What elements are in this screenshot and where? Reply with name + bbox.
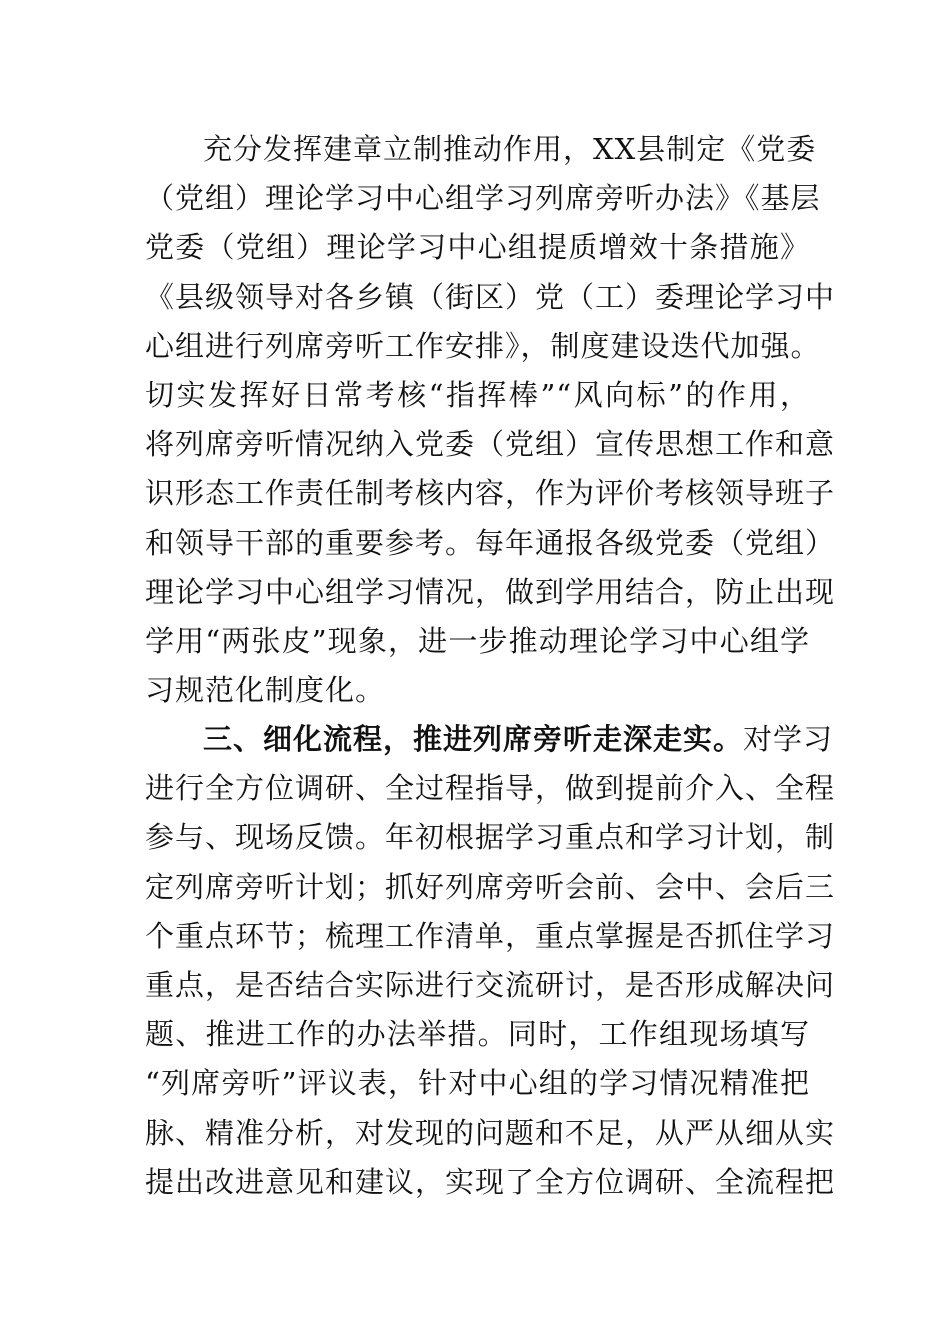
- paragraph-1-line: 切实发挥好日常考核“指挥棒”“风向标”的作用，: [145, 377, 810, 412]
- paragraph-1-line: 习规范化制度化。: [145, 673, 386, 708]
- paragraph-2-first-line: [145, 715, 834, 764]
- paragraph-2-line: 题、推进工作的办法举措。同时，工作组现场填写: [145, 1017, 810, 1052]
- paragraph-1: [145, 125, 836, 715]
- paragraph-1-line: 心组进行列席旁听工作安排》，制度建设迭代加强。: [145, 328, 821, 363]
- paragraph-1-line: 学用“两张皮”现象，进一步推动理论学习中心组学: [145, 623, 810, 658]
- paragraph-1-line: 将列席旁听情况纳入党委（党组）宣传思想工作和意: [145, 427, 836, 462]
- paragraph-1-line: 充分发挥建章立制推动作用，XX县制定《党委: [203, 132, 817, 166]
- paragraph-2-line: 参与、现场反馈。年初根据学习重点和学习计划，制: [145, 820, 836, 855]
- section-heading: 三、细化流程，推进列席旁听走深走实。: [203, 722, 744, 756]
- paragraph-2-line: 提出改进意见和建议，实现了全方位调研、全流程把: [145, 1164, 836, 1199]
- paragraph-2-first-line-rest: 对学习: [743, 722, 834, 756]
- paragraph-2-line: “列席旁听”评议表，针对中心组的学习情况精准把: [145, 1066, 810, 1101]
- paragraph-1-line: 和领导干部的重要参考。每年通报各级党委（党组）: [145, 525, 836, 560]
- paragraph-1-line: （党组）理论学习中心组学习列席旁听办法》《基层: [145, 181, 821, 216]
- paragraph-2-line: 个重点环节；梳理工作清单，重点掌握是否抓住学习: [145, 918, 836, 953]
- paragraph-1-line: 党委（党组）理论学习中心组提质增效十条措施》: [145, 230, 810, 265]
- paragraph-1-line: 《县级领导对各乡镇（街区）党（工）委理论学习中: [145, 279, 836, 314]
- paragraph-1-line: 识形态工作责任制考核内容，作为评价考核领导班子: [145, 476, 836, 511]
- paragraph-2-line: 定列席旁听计划；抓好列席旁听会前、会中、会后三: [145, 869, 836, 904]
- paragraph-2-line: 脉、精准分析，对发现的问题和不足，从严从细从实: [145, 1115, 836, 1150]
- paragraph-1-line: 理论学习中心组学习情况，做到学用结合，防止出现: [145, 574, 836, 609]
- paragraph-2-line: 进行全方位调研、全过程指导，做到提前介入、全程: [145, 771, 836, 806]
- paragraph-2-line: 重点，是否结合实际进行交流研讨，是否形成解决问: [145, 967, 836, 1002]
- paragraph-2: [145, 715, 836, 1207]
